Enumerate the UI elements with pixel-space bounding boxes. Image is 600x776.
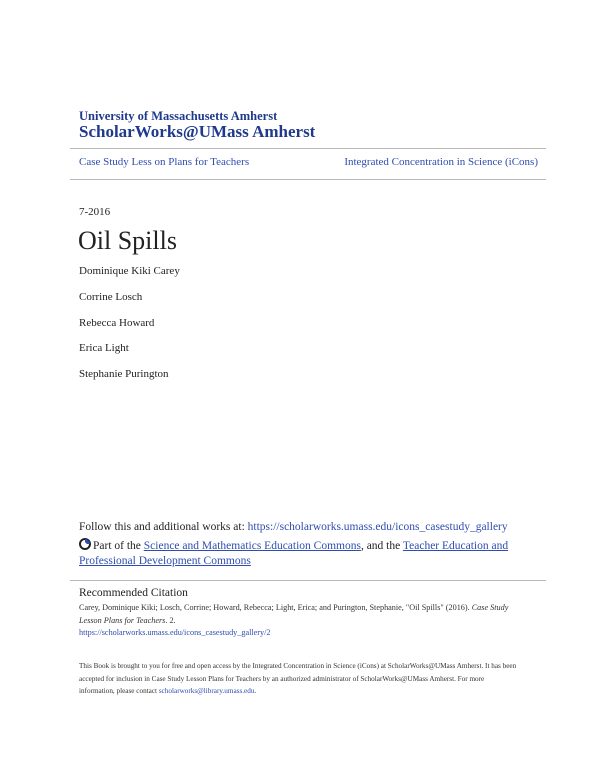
gallery-link[interactable]: https://scholarworks.umass.edu/icons_casestudy_gallery bbox=[247, 521, 508, 533]
part-of-line bbox=[79, 538, 519, 569]
follow-label: Follow this and additional works at: bbox=[79, 521, 248, 533]
part-of-middle: , and the bbox=[360, 540, 403, 552]
document-title: Oil Spills bbox=[78, 226, 177, 255]
contact-email-link[interactable]: scholarworks@library.umass.edu bbox=[158, 687, 255, 695]
follow-line bbox=[79, 521, 508, 533]
citation-series: Case Study Lesson Plans for Teachers bbox=[79, 603, 509, 625]
teacher-education-commons-link[interactable]: Teacher Education and Professional Development Commons bbox=[79, 540, 509, 567]
institution-name: University of Massachusetts Amherst bbox=[79, 109, 278, 123]
author-name: Stephanie Purington bbox=[79, 368, 169, 380]
author-name: Corrine Losch bbox=[79, 291, 143, 303]
citation-url-link[interactable]: https://scholarworks.umass.edu/icons_casestudy_gallery/2 bbox=[79, 628, 271, 637]
notice-end: . bbox=[254, 687, 257, 695]
science-math-commons-link[interactable]: Science and Mathematics Education Commons bbox=[143, 540, 361, 552]
part-of-prefix: Part of the bbox=[93, 540, 144, 552]
commons-icon bbox=[79, 538, 91, 550]
series-divider bbox=[70, 179, 546, 180]
publication-date: 7-2016 bbox=[79, 206, 111, 218]
access-notice bbox=[79, 660, 519, 698]
notice-text: This Book is brought to you for free and open access by the Integrated Concentration in Science (iCons) at ScholarWorks@UMass Amherst. It has been accepted for inclusion in Case Study Lesson Plans for Teachers by an authorized administrator of ScholarWorks@UMass Amherst. For more information, please contact bbox=[79, 662, 517, 695]
citation-number: . 2. bbox=[165, 615, 176, 625]
author-name: Dominique Kiki Carey bbox=[79, 265, 180, 277]
header-divider bbox=[70, 148, 546, 149]
citation-divider bbox=[70, 580, 546, 581]
repository-name[interactable]: ScholarWorks@UMass Amherst bbox=[79, 122, 316, 141]
author-name: Rebecca Howard bbox=[79, 317, 155, 329]
recommended-citation-heading: Recommended Citation bbox=[79, 587, 188, 599]
author-name: Erica Light bbox=[79, 342, 129, 354]
series-link[interactable]: Case Study Less on Plans for Teachers bbox=[79, 156, 250, 168]
citation-text bbox=[79, 602, 519, 640]
citation-body: Carey, Dominique Kiki; Losch, Corrine; Howard, Rebecca; Light, Erica; and Purington, Stephanie, "Oil Spills" (2016). bbox=[79, 603, 472, 612]
collection-link[interactable]: Integrated Concentration in Science (iCons) bbox=[344, 156, 538, 168]
